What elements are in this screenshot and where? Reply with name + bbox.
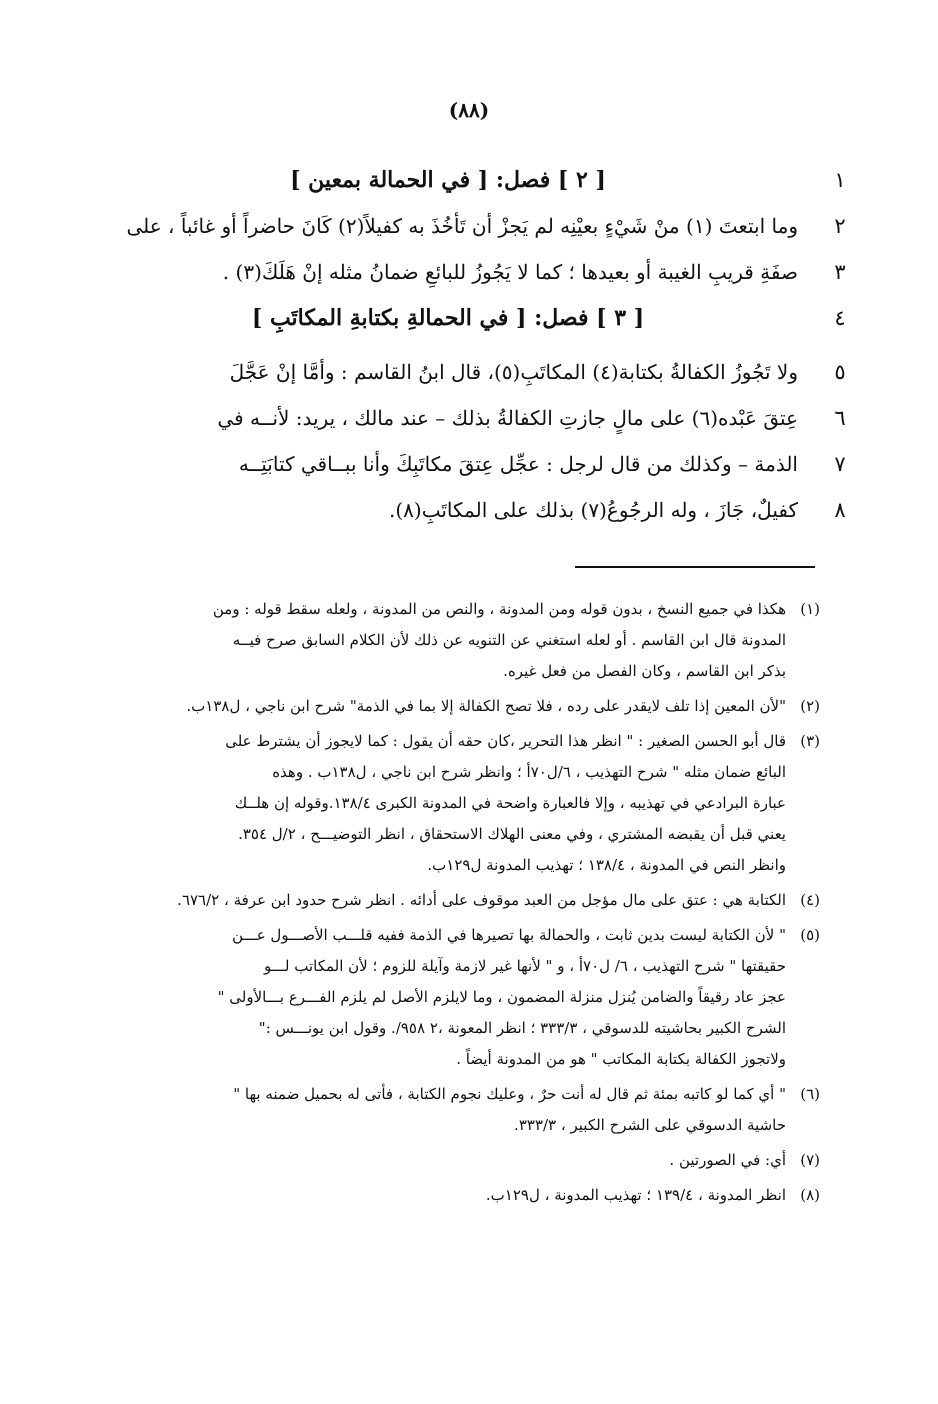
- footnote-line: " لأن الكتابة ليست بدين ثابت ، والحمالة بها تصيرها في الذمة ففيه قلـــب الأصـــول عـــن: [232, 926, 786, 944]
- footnote-line: بذكر ابن القاسم ، وكان الفصل من فعل غيره.: [503, 662, 786, 680]
- footnote: [80, 1180, 820, 1211]
- line-number: ٥: [834, 360, 846, 384]
- section-heading: [ ٢ ] فصل: [ في الحمالة بمعين ]: [290, 167, 606, 193]
- footnote: [80, 920, 820, 1075]
- text-line: [60, 206, 860, 252]
- footnote-line: وانظر النص في المدونة ، ١٣٨/٤ ؛ تهذيب المدونة ل١٢٩ب.: [427, 856, 786, 874]
- text-line: [60, 490, 860, 536]
- footnotes: [80, 594, 820, 1215]
- footnote-line: عجز عاد رقيقاً والضامن يُنزل منزلة المضمون ، وما لايلزم الأصل لم يلزم الفـــرع بـــالأولى ": [217, 988, 786, 1006]
- section-heading: [ ٣ ] فصل: [ في الحمالةِ بكتابةِ المكاتَبِ ]: [251, 305, 645, 331]
- footnote-line: قال أبو الحسن الصغير : " انظر هذا التحرير ،كان حقه أن يقول : كما لايجوز أن يشترط على: [225, 732, 786, 750]
- text-line: [60, 398, 860, 444]
- footnote-number: (٤): [800, 891, 820, 909]
- footnote-line: يعني قبل أن يقبضه المشتري ، وفي معنى الهلاك الاستحقاق ، انظر التوضيـــح ، ٢/ل ٣٥٤.: [238, 825, 786, 843]
- text-line: [60, 252, 860, 298]
- text-line: [60, 444, 860, 490]
- line-text: وما ابتعتَ (١) منْ شَيْءٍ بعيْنِه لم يَجزْ أن تَأخُذَ به كفيلاً(٢) كَانَ حاضراً أو غائباً ، على: [126, 214, 798, 238]
- footnote-line: هكذا في جميع النسخ ، بدون قوله ومن المدونة ، والنص من المدونة ، ولعله سقط قوله : ومن: [212, 600, 786, 618]
- footnote-number: (٧): [800, 1151, 820, 1169]
- footnote-line: " أي كما لو كاتبه بمئة ثم قال له أنت حرٌ ، وعليك نجوم الكتابة ، فأتى له بحميل ضمنه بها ": [233, 1085, 786, 1103]
- footnote-line: حقيقتها " شرح التهذيب ، ٦/ ل٧٠أ ، و " لأنها غير لازمة وآيلة للزوم ؛ لأن المكاتب لـــو: [263, 957, 786, 975]
- footnote-line: "لأن المعين إذا تلف لايقدر على رده ، فلا تصح الكفالة إلا بما في الذمة" شرح ابن ناجي ، ل١٣٨ب.: [186, 697, 786, 715]
- footnote-line: انظر المدونة ، ١٣٩/٤ ؛ تهذيب المدونة ، ل١٢٩ب.: [485, 1186, 786, 1204]
- line-number: ٢: [834, 214, 846, 238]
- line-number: ٧: [834, 452, 846, 476]
- text-line: [60, 160, 860, 206]
- footnote-number: (٦): [800, 1085, 820, 1103]
- line-number: ١: [834, 168, 846, 192]
- footnote: [80, 594, 820, 687]
- footnote-separator: [575, 566, 815, 568]
- footnote: [80, 1079, 820, 1141]
- footnote-line: المدونة قال ابن القاسم . أو لعله استغني عن التنويه عن ذلك لأن الكلام السابق صرح فيــه: [232, 631, 786, 649]
- main-text: [60, 160, 860, 536]
- footnote-number: (١): [800, 600, 820, 618]
- line-text: عِتقَ عَبْده(٦) على مالٍ جازتِ الكفالةُ بذلك – عند مالك ، يريد: لأنــه في: [217, 406, 798, 430]
- footnote-line: البائع ضمان مثله " شرح التهذيب ، ٦/ل٧٠أ ؛ وانظر شرح ابن ناجي ، ل١٣٨ب . وهذه: [272, 763, 786, 781]
- footnote-number: (٥): [800, 926, 820, 944]
- footnote-number: (٨): [800, 1186, 820, 1204]
- line-number: ٦: [834, 406, 846, 430]
- footnote-line: أي: في الصورتين .: [669, 1151, 786, 1169]
- footnote: [80, 1145, 820, 1176]
- line-text: الذمة – وكذلك من قال لرجل : عجِّل عِتقَ مكاتَبِكَ وأنا ببــاقي كتابَتِــه: [238, 452, 798, 476]
- footnote-line: ولاتجوز الكفالة بكتابة المكاتب " هو من المدونة أيضاً .: [456, 1050, 786, 1068]
- line-number: ٣: [834, 260, 846, 284]
- footnote-line: حاشية الدسوقي على الشرح الكبير ، ٣٣٣/٣.: [514, 1116, 786, 1134]
- footnote-line: عبارة البرادعي في تهذيبه ، وإلا فالعبارة واضحة في المدونة الكبرى ١٣٨/٤.وقوله إن هلــك: [234, 794, 786, 812]
- line-text: ولا تَجُوزُ الكفالةُ بكتابة(٤) المكاتَبِ(٥)، قال ابنُ القاسم : وأمَّا إنْ عَجَّلَ: [229, 360, 798, 384]
- footnote-line: الكتابة هي : عتق على مال مؤجل من العبد موقوف على أدائه . انظر شرح حدود ابن عرفة ، ٦٧٦/٢.: [177, 891, 786, 909]
- footnote: [80, 726, 820, 881]
- footnote-number: (٢): [800, 697, 820, 715]
- text-line: [60, 298, 860, 344]
- footnote-line: الشرح الكبير بحاشيته للدسوقي ، ٣٣٣/٣ ؛ انظر المعونة ،٢ ٩٥٨/. وقول ابن يونـــس :": [258, 1019, 786, 1037]
- footnote-number: (٣): [800, 732, 820, 750]
- line-text: صفَةِ قريبِ الغيبة أو بعيدها ؛ كما لا يَجُوزُ للبائعِ ضمانُ مثله إنْ هَلَكَ(٣) .: [222, 260, 798, 284]
- footnote: [80, 691, 820, 722]
- page-number: (٨٨): [448, 98, 490, 122]
- line-number: ٤: [834, 306, 846, 330]
- line-number: ٨: [834, 498, 846, 522]
- text-line: [60, 352, 860, 398]
- line-text: كفيلٌ، جَازَ ، وله الرجُوعُ(٧) بذلك على المكاتَبِ(٨).: [388, 498, 798, 522]
- footnote: [80, 885, 820, 916]
